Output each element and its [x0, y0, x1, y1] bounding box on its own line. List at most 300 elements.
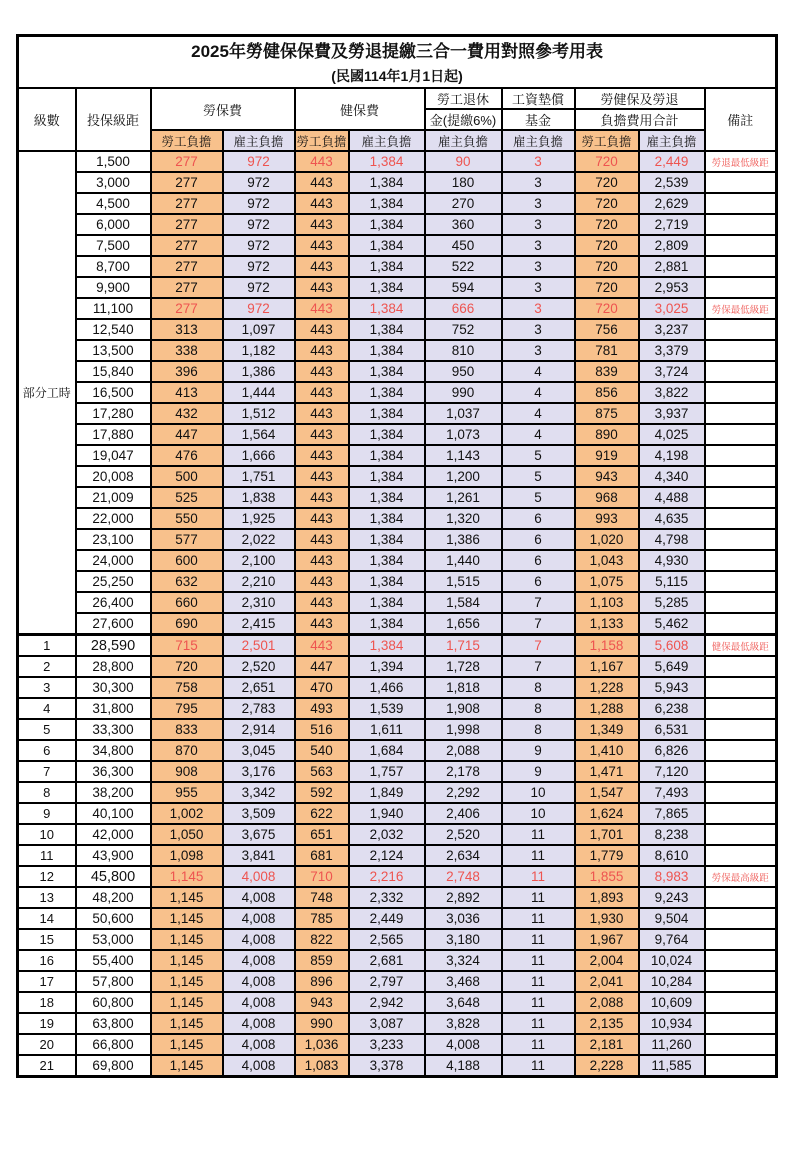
cell-total-employer: 3,379	[639, 340, 705, 361]
cell-health-employer: 1,384	[349, 635, 425, 657]
cell-note	[705, 908, 777, 929]
cell-fund-employer: 4	[502, 382, 575, 403]
cell-labor-employer: 2,100	[223, 550, 295, 571]
cell-pension-employer: 1,440	[425, 550, 502, 571]
cell-bracket: 60,800	[76, 992, 151, 1013]
cell-fund-employer: 4	[502, 403, 575, 424]
cell-total-employer: 7,120	[639, 761, 705, 782]
cell-labor-employee: 1,145	[151, 1055, 223, 1077]
cell-fund-employer: 10	[502, 803, 575, 824]
table-row	[18, 487, 777, 508]
title-row	[18, 36, 777, 89]
cell-labor-employee: 1,145	[151, 887, 223, 908]
cell-labor-employee: 577	[151, 529, 223, 550]
cell-labor-employer: 3,342	[223, 782, 295, 803]
cell-fund-employer: 7	[502, 635, 575, 657]
cell-bracket: 28,590	[76, 635, 151, 657]
cell-bracket: 22,000	[76, 508, 151, 529]
cell-bracket: 24,000	[76, 550, 151, 571]
page	[0, 34, 791, 1154]
cell-total-employee: 1,930	[575, 908, 639, 929]
cell-pension-employer: 3,468	[425, 971, 502, 992]
cell-health-employer: 2,797	[349, 971, 425, 992]
cell-labor-employee: 1,145	[151, 971, 223, 992]
cell-total-employee: 2,228	[575, 1055, 639, 1077]
cell-total-employer: 6,238	[639, 698, 705, 719]
cell-total-employer: 5,285	[639, 592, 705, 613]
premium-reference-table	[16, 34, 778, 1078]
page-title: 2025年勞健保保費及勞退提繳三合一費用對照參考用表	[191, 42, 603, 61]
cell-health-employee: 443	[295, 466, 349, 487]
cell-total-employer: 3,237	[639, 319, 705, 340]
cell-total-employer: 6,531	[639, 719, 705, 740]
cell-total-employer: 10,934	[639, 1013, 705, 1034]
cell-total-employee: 2,041	[575, 971, 639, 992]
cell-level: 16	[18, 950, 76, 971]
cell-total-employer: 10,284	[639, 971, 705, 992]
cell-health-employee: 443	[295, 403, 349, 424]
cell-total-employer: 5,943	[639, 677, 705, 698]
cell-labor-employee: 277	[151, 193, 223, 214]
cell-bracket: 50,600	[76, 908, 151, 929]
cell-health-employer: 2,449	[349, 908, 425, 929]
cell-note	[705, 487, 777, 508]
cell-total-employer: 4,930	[639, 550, 705, 571]
cell-pension-employer: 1,584	[425, 592, 502, 613]
table-row	[18, 235, 777, 256]
cell-total-employer: 9,504	[639, 908, 705, 929]
cell-fund-employer: 3	[502, 172, 575, 193]
cell-total-employee: 1,043	[575, 550, 639, 571]
cell-health-employee: 443	[295, 361, 349, 382]
cell-health-employee: 896	[295, 971, 349, 992]
cell-health-employer: 1,384	[349, 613, 425, 635]
cell-total-employer: 2,881	[639, 256, 705, 277]
cell-level: 11	[18, 845, 76, 866]
cell-labor-employer: 4,008	[223, 908, 295, 929]
cell-health-employer: 3,378	[349, 1055, 425, 1077]
cell-health-employer: 3,087	[349, 1013, 425, 1034]
cell-pension-employer: 1,715	[425, 635, 502, 657]
cell-labor-employee: 338	[151, 340, 223, 361]
col-header-fund-line2: 基金	[502, 109, 575, 130]
subheader-pension-employer: 雇主負擔	[425, 130, 502, 151]
cell-health-employee: 1,036	[295, 1034, 349, 1055]
cell-note	[705, 656, 777, 677]
cell-note	[705, 971, 777, 992]
cell-labor-employee: 313	[151, 319, 223, 340]
cell-level: 1	[18, 635, 76, 657]
cell-labor-employer: 1,925	[223, 508, 295, 529]
cell-health-employee: 470	[295, 677, 349, 698]
cell-bracket: 53,000	[76, 929, 151, 950]
cell-total-employee: 1,349	[575, 719, 639, 740]
cell-labor-employee: 277	[151, 151, 223, 172]
cell-note	[705, 698, 777, 719]
cell-health-employer: 2,565	[349, 929, 425, 950]
cell-note	[705, 529, 777, 550]
cell-bracket: 13,500	[76, 340, 151, 361]
cell-fund-employer: 9	[502, 740, 575, 761]
cell-total-employee: 968	[575, 487, 639, 508]
cell-total-employer: 2,809	[639, 235, 705, 256]
cell-bracket: 12,540	[76, 319, 151, 340]
table-row	[18, 719, 777, 740]
cell-total-employee: 1,967	[575, 929, 639, 950]
cell-labor-employer: 1,751	[223, 466, 295, 487]
cell-labor-employee: 277	[151, 277, 223, 298]
table-row	[18, 845, 777, 866]
cell-health-employer: 1,849	[349, 782, 425, 803]
cell-bracket: 1,500	[76, 151, 151, 172]
cell-bracket: 20,008	[76, 466, 151, 487]
cell-health-employer: 1,384	[349, 193, 425, 214]
cell-total-employer: 7,493	[639, 782, 705, 803]
cell-labor-employee: 1,145	[151, 950, 223, 971]
cell-total-employer: 4,635	[639, 508, 705, 529]
cell-labor-employer: 972	[223, 235, 295, 256]
cell-labor-employer: 2,415	[223, 613, 295, 635]
cell-fund-employer: 11	[502, 887, 575, 908]
cell-labor-employer: 3,675	[223, 824, 295, 845]
cell-fund-employer: 11	[502, 929, 575, 950]
cell-total-employee: 1,133	[575, 613, 639, 635]
cell-fund-employer: 6	[502, 508, 575, 529]
cell-labor-employer: 972	[223, 256, 295, 277]
table-row	[18, 466, 777, 487]
cell-level: 6	[18, 740, 76, 761]
cell-total-employer: 8,610	[639, 845, 705, 866]
cell-labor-employer: 1,512	[223, 403, 295, 424]
cell-health-employee: 822	[295, 929, 349, 950]
cell-pension-employer: 594	[425, 277, 502, 298]
cell-health-employer: 1,384	[349, 571, 425, 592]
cell-labor-employee: 660	[151, 592, 223, 613]
table-row	[18, 340, 777, 361]
cell-pension-employer: 1,515	[425, 571, 502, 592]
cell-total-employee: 993	[575, 508, 639, 529]
cell-labor-employee: 715	[151, 635, 223, 657]
cell-labor-employee: 1,098	[151, 845, 223, 866]
cell-total-employee: 1,547	[575, 782, 639, 803]
cell-note	[705, 824, 777, 845]
cell-labor-employee: 720	[151, 656, 223, 677]
cell-health-employer: 3,233	[349, 1034, 425, 1055]
cell-labor-employer: 2,914	[223, 719, 295, 740]
cell-total-employee: 720	[575, 214, 639, 235]
cell-labor-employee: 955	[151, 782, 223, 803]
cell-total-employee: 2,004	[575, 950, 639, 971]
cell-note: 健保最低級距	[705, 635, 777, 657]
cell-level: 19	[18, 1013, 76, 1034]
cell-labor-employer: 2,310	[223, 592, 295, 613]
table-row	[18, 971, 777, 992]
cell-labor-employee: 277	[151, 172, 223, 193]
cell-labor-employer: 3,509	[223, 803, 295, 824]
cell-health-employer: 2,216	[349, 866, 425, 887]
cell-total-employee: 1,288	[575, 698, 639, 719]
cell-health-employer: 1,384	[349, 340, 425, 361]
cell-pension-employer: 2,406	[425, 803, 502, 824]
cell-pension-employer: 270	[425, 193, 502, 214]
cell-level: 3	[18, 677, 76, 698]
col-header-fund-line1: 工資墊償	[502, 88, 575, 109]
cell-pension-employer: 2,178	[425, 761, 502, 782]
cell-bracket: 31,800	[76, 698, 151, 719]
cell-health-employee: 943	[295, 992, 349, 1013]
cell-health-employee: 443	[295, 214, 349, 235]
cell-total-employee: 856	[575, 382, 639, 403]
cell-fund-employer: 3	[502, 277, 575, 298]
cell-labor-employer: 4,008	[223, 992, 295, 1013]
cell-labor-employer: 2,520	[223, 656, 295, 677]
cell-fund-employer: 6	[502, 571, 575, 592]
table-row	[18, 824, 777, 845]
cell-pension-employer: 4,008	[425, 1034, 502, 1055]
cell-health-employee: 443	[295, 424, 349, 445]
cell-pension-employer: 3,036	[425, 908, 502, 929]
cell-health-employee: 443	[295, 529, 349, 550]
cell-fund-employer: 4	[502, 361, 575, 382]
cell-labor-employee: 1,145	[151, 1013, 223, 1034]
table-row	[18, 592, 777, 613]
cell-labor-employee: 413	[151, 382, 223, 403]
cell-bracket: 43,900	[76, 845, 151, 866]
cell-pension-employer: 1,143	[425, 445, 502, 466]
table-row	[18, 172, 777, 193]
cell-total-employer: 7,865	[639, 803, 705, 824]
cell-bracket: 16,500	[76, 382, 151, 403]
cell-pension-employer: 3,324	[425, 950, 502, 971]
cell-total-employee: 943	[575, 466, 639, 487]
cell-labor-employer: 1,564	[223, 424, 295, 445]
cell-health-employer: 1,394	[349, 656, 425, 677]
cell-total-employer: 9,764	[639, 929, 705, 950]
cell-total-employer: 10,024	[639, 950, 705, 971]
subheader-health-employer: 雇主負擔	[349, 130, 425, 151]
cell-health-employee: 540	[295, 740, 349, 761]
cell-labor-employer: 972	[223, 298, 295, 319]
cell-health-employee: 443	[295, 508, 349, 529]
cell-fund-employer: 11	[502, 950, 575, 971]
table-row	[18, 424, 777, 445]
cell-note	[705, 445, 777, 466]
cell-health-employer: 1,384	[349, 277, 425, 298]
cell-health-employee: 443	[295, 319, 349, 340]
cell-health-employee: 563	[295, 761, 349, 782]
cell-health-employee: 443	[295, 550, 349, 571]
cell-health-employee: 748	[295, 887, 349, 908]
cell-health-employee: 443	[295, 277, 349, 298]
table-row	[18, 929, 777, 950]
cell-fund-employer: 11	[502, 1034, 575, 1055]
cell-total-employee: 720	[575, 256, 639, 277]
cell-labor-employee: 1,145	[151, 1034, 223, 1055]
cell-bracket: 11,100	[76, 298, 151, 319]
cell-total-employee: 1,158	[575, 635, 639, 657]
cell-level: 4	[18, 698, 76, 719]
cell-total-employer: 10,609	[639, 992, 705, 1013]
cell-labor-employee: 1,002	[151, 803, 223, 824]
cell-total-employee: 1,855	[575, 866, 639, 887]
table-row	[18, 445, 777, 466]
cell-note	[705, 1055, 777, 1077]
cell-labor-employer: 3,176	[223, 761, 295, 782]
col-header-pension-line1: 勞工退休	[425, 88, 502, 109]
cell-total-employer: 2,953	[639, 277, 705, 298]
cell-labor-employer: 1,444	[223, 382, 295, 403]
cell-fund-employer: 8	[502, 719, 575, 740]
subheader-health-employee: 勞工負擔	[295, 130, 349, 151]
cell-labor-employee: 432	[151, 403, 223, 424]
cell-health-employee: 447	[295, 656, 349, 677]
cell-level: 9	[18, 803, 76, 824]
cell-bracket: 27,600	[76, 613, 151, 635]
cell-total-employer: 3,025	[639, 298, 705, 319]
cell-fund-employer: 3	[502, 235, 575, 256]
cell-health-employer: 1,757	[349, 761, 425, 782]
cell-bracket: 33,300	[76, 719, 151, 740]
table-row	[18, 361, 777, 382]
cell-level: 18	[18, 992, 76, 1013]
cell-total-employee: 1,020	[575, 529, 639, 550]
cell-bracket: 66,800	[76, 1034, 151, 1055]
cell-pension-employer: 2,520	[425, 824, 502, 845]
cell-total-employee: 2,181	[575, 1034, 639, 1055]
cell-labor-employer: 4,008	[223, 887, 295, 908]
cell-health-employee: 443	[295, 340, 349, 361]
cell-labor-employer: 972	[223, 172, 295, 193]
cell-health-employee: 681	[295, 845, 349, 866]
cell-pension-employer: 2,292	[425, 782, 502, 803]
cell-total-employee: 1,410	[575, 740, 639, 761]
cell-bracket: 17,280	[76, 403, 151, 424]
cell-health-employer: 1,384	[349, 151, 425, 172]
cell-fund-employer: 7	[502, 592, 575, 613]
cell-fund-employer: 11	[502, 845, 575, 866]
cell-health-employer: 2,332	[349, 887, 425, 908]
cell-bracket: 6,000	[76, 214, 151, 235]
cell-fund-employer: 3	[502, 319, 575, 340]
cell-total-employee: 839	[575, 361, 639, 382]
cell-total-employer: 2,719	[639, 214, 705, 235]
cell-fund-employer: 5	[502, 487, 575, 508]
table-row	[18, 193, 777, 214]
cell-health-employee: 1,083	[295, 1055, 349, 1077]
cell-health-employee: 443	[295, 193, 349, 214]
cell-labor-employer: 1,386	[223, 361, 295, 382]
col-header-total-line2: 負擔費用合計	[575, 109, 705, 130]
cell-level: 12	[18, 866, 76, 887]
cell-total-employee: 756	[575, 319, 639, 340]
cell-labor-employee: 1,145	[151, 866, 223, 887]
cell-bracket: 45,800	[76, 866, 151, 887]
cell-labor-employee: 833	[151, 719, 223, 740]
cell-pension-employer: 950	[425, 361, 502, 382]
cell-note	[705, 740, 777, 761]
cell-bracket: 8,700	[76, 256, 151, 277]
table-row	[18, 677, 777, 698]
table-row	[18, 571, 777, 592]
cell-total-employee: 2,088	[575, 992, 639, 1013]
cell-pension-employer: 522	[425, 256, 502, 277]
cell-total-employer: 6,826	[639, 740, 705, 761]
cell-labor-employer: 2,022	[223, 529, 295, 550]
cell-labor-employer: 3,841	[223, 845, 295, 866]
cell-pension-employer: 3,648	[425, 992, 502, 1013]
cell-note	[705, 403, 777, 424]
cell-labor-employee: 447	[151, 424, 223, 445]
cell-total-employer: 5,462	[639, 613, 705, 635]
table-row	[18, 298, 777, 319]
cell-pension-employer: 752	[425, 319, 502, 340]
table-row	[18, 1034, 777, 1055]
cell-health-employer: 1,384	[349, 550, 425, 571]
cell-total-employer: 2,539	[639, 172, 705, 193]
cell-note	[705, 613, 777, 635]
table-row	[18, 613, 777, 635]
cell-health-employer: 1,384	[349, 529, 425, 550]
cell-total-employer: 2,449	[639, 151, 705, 172]
cell-health-employer: 2,681	[349, 950, 425, 971]
cell-pension-employer: 2,892	[425, 887, 502, 908]
cell-bracket: 15,840	[76, 361, 151, 382]
cell-health-employee: 443	[295, 235, 349, 256]
cell-pension-employer: 990	[425, 382, 502, 403]
cell-note: 勞保最低級距	[705, 298, 777, 319]
cell-bracket: 4,500	[76, 193, 151, 214]
cell-note	[705, 319, 777, 340]
cell-labor-employer: 2,210	[223, 571, 295, 592]
cell-total-employer: 5,115	[639, 571, 705, 592]
cell-note	[705, 592, 777, 613]
table-row	[18, 803, 777, 824]
cell-pension-employer: 1,320	[425, 508, 502, 529]
cell-fund-employer: 3	[502, 193, 575, 214]
cell-pension-employer: 1,386	[425, 529, 502, 550]
cell-total-employer: 4,198	[639, 445, 705, 466]
cell-labor-employer: 972	[223, 214, 295, 235]
cell-labor-employee: 500	[151, 466, 223, 487]
cell-labor-employer: 972	[223, 193, 295, 214]
table-row	[18, 656, 777, 677]
cell-total-employer: 3,724	[639, 361, 705, 382]
cell-labor-employer: 3,045	[223, 740, 295, 761]
table-row	[18, 761, 777, 782]
cell-health-employer: 1,384	[349, 508, 425, 529]
subheader-labor-employee: 勞工負擔	[151, 130, 223, 151]
cell-total-employer: 8,983	[639, 866, 705, 887]
cell-note	[705, 361, 777, 382]
cell-note	[705, 677, 777, 698]
subheader-labor-employer: 雇主負擔	[223, 130, 295, 151]
cell-labor-employee: 690	[151, 613, 223, 635]
cell-bracket: 55,400	[76, 950, 151, 971]
cell-note	[705, 992, 777, 1013]
cell-health-employee: 443	[295, 571, 349, 592]
cell-labor-employee: 277	[151, 256, 223, 277]
cell-labor-employer: 1,666	[223, 445, 295, 466]
cell-health-employee: 443	[295, 298, 349, 319]
cell-level: 20	[18, 1034, 76, 1055]
table-row	[18, 950, 777, 971]
cell-pension-employer: 3,180	[425, 929, 502, 950]
cell-bracket: 30,300	[76, 677, 151, 698]
cell-note: 勞保最高級距	[705, 866, 777, 887]
cell-labor-employee: 795	[151, 698, 223, 719]
cell-bracket: 57,800	[76, 971, 151, 992]
cell-bracket: 3,000	[76, 172, 151, 193]
